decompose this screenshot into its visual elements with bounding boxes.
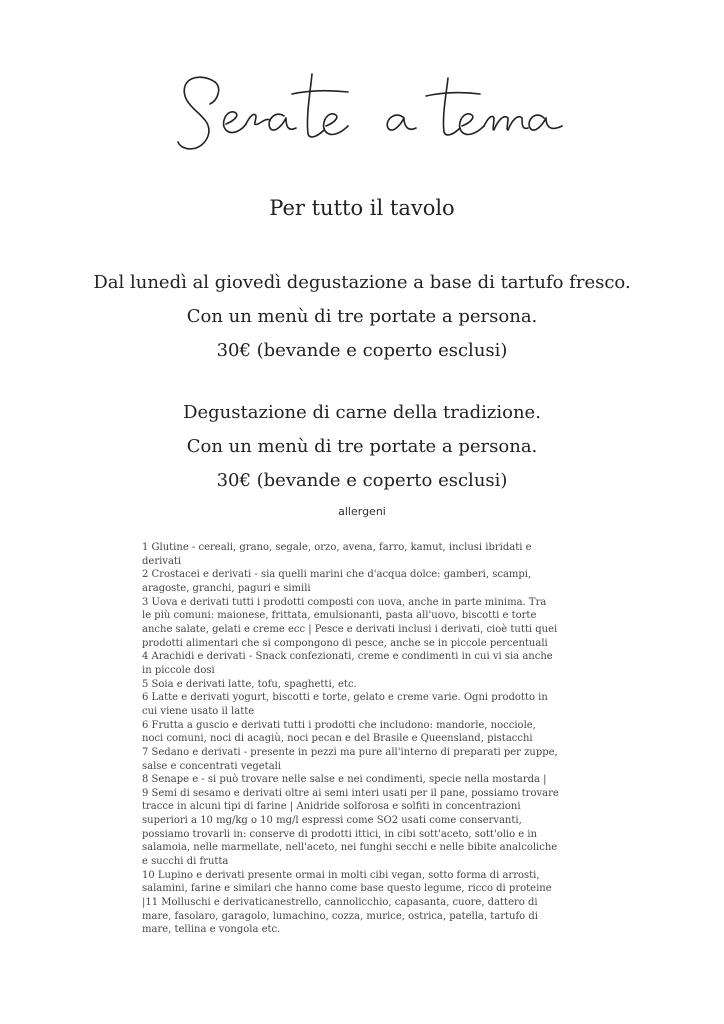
allergen-line: mare, tellina e vongola etc. xyxy=(142,924,281,936)
allergen-line: noci comuni, noci di acagiù, noci pecan e del Brasile e Queensland, pistacchi xyxy=(142,733,533,745)
allergens-heading: allergeni xyxy=(338,505,386,518)
allergen-line: anche salate, gelati e creme ecc | Pesce e derivati inclusi i derivati, cioè tutti quei xyxy=(142,623,558,635)
offer-meat xyxy=(0,396,724,498)
allergen-line: prodotti alimentari che si compongono di pesce, anche se in piccole percentuali xyxy=(142,637,548,649)
allergen-line: 1 Glutine - cereali, grano, segale, orzo, avena, farro, kamut, inclusi ibridati e xyxy=(142,542,532,553)
allergen-line: aragoste, granchi, paguri e simili xyxy=(142,582,311,594)
offer-line: Con un menù di tre portate a persona. xyxy=(186,436,538,457)
allergen-line: 7 Sedano e derivati - presente in pezzi ma pure all'interno di preparati per zuppe, xyxy=(142,746,558,758)
allergen-line: le più comuni: maionese, frittata, emulsionanti, pasta all'uovo, biscotti e torte xyxy=(142,610,537,622)
allergen-line: salse e concentrati vegetali xyxy=(142,760,282,772)
allergen-line: salamoia, nelle marmellate, nell'aceto, nei funghi secchi e nelle bibite analcoliche xyxy=(142,842,558,854)
allergen-line: tracce in alcuni tipi di farine | Anidride solforosa e solfiti in concentrazioni xyxy=(142,801,521,813)
page-title xyxy=(0,60,724,170)
allergen-line: |11 Molluschi e derivaticanestrello, cannolicchio, capasanta, cuore, dattero di xyxy=(142,897,538,909)
allergen-line: mare, fasolaro, garagolo, lumachino, cozza, murice, ostrica, patella, tartufo di xyxy=(142,910,538,922)
allergen-line: cui viene usato il latte xyxy=(142,705,255,717)
allergen-line: 9 Semi di sesamo e derivati oltre ai semi interi usati per il pane, possiamo trovare xyxy=(142,787,559,799)
offer-line: Degustazione di carne della tradizione. xyxy=(183,402,541,423)
subtitle: Per tutto il tavolo xyxy=(269,196,455,220)
offer-truffle xyxy=(0,266,724,368)
allergen-line: 6 Latte e derivati yogurt, biscotti e torte, gelato e creme varie. Ogni prodotto in xyxy=(142,692,548,704)
allergen-line: 5 Soia e derivati latte, tofu, spaghetti, etc. xyxy=(142,678,357,690)
allergen-line: 10 Lupino e derivati presente ormai in molti cibi vegan, sotto forma di arrosti, xyxy=(142,869,540,881)
offer-line: Con un menù di tre portate a persona. xyxy=(186,306,538,327)
allergen-line: 6 Frutta a guscio e derivati tutti i prodotti che includono: mandorle, nocciole, xyxy=(142,719,536,731)
allergen-line: 8 Senape e - si può trovare nelle salse e nei condimenti, specie nella mostarda | xyxy=(142,774,547,786)
allergen-line: salamini, farine e similari che hanno come base questo legume, ricco di proteine xyxy=(142,883,552,895)
allergen-line: 3 Uova e derivati tutti i prodotti composti con uova, anche in parte minima. Tra xyxy=(142,596,547,608)
allergen-line: e succhi di frutta xyxy=(142,856,229,868)
script-title-drawing xyxy=(0,60,724,170)
allergen-line: 2 Crostacei e derivati - sia quelli marini che d'acqua dolce: gamberi, scampi, xyxy=(142,569,532,581)
offer-price: 30€ (bevande e coperto esclusi) xyxy=(216,470,508,491)
allergen-line: possiamo trovarli in: conserve di prodotti ittici, in cibi sott'aceto, sott'olio e in xyxy=(142,828,538,840)
allergens-list xyxy=(142,541,592,937)
allergen-line: derivati xyxy=(142,555,182,567)
offer-price: 30€ (bevande e coperto esclusi) xyxy=(216,340,508,361)
allergen-line: superiori a 10 mg/kg o 10 mg/l espressi come SO2 usati come conservanti, xyxy=(142,815,522,827)
allergen-line: in piccole dosi xyxy=(142,664,215,676)
allergen-line: 4 Arachidi e derivati - Snack confezionati, creme e condimenti in cui vi sia anche xyxy=(142,651,553,663)
offer-line: Dal lunedì al giovedì degustazione a base di tartufo fresco. xyxy=(93,272,631,293)
